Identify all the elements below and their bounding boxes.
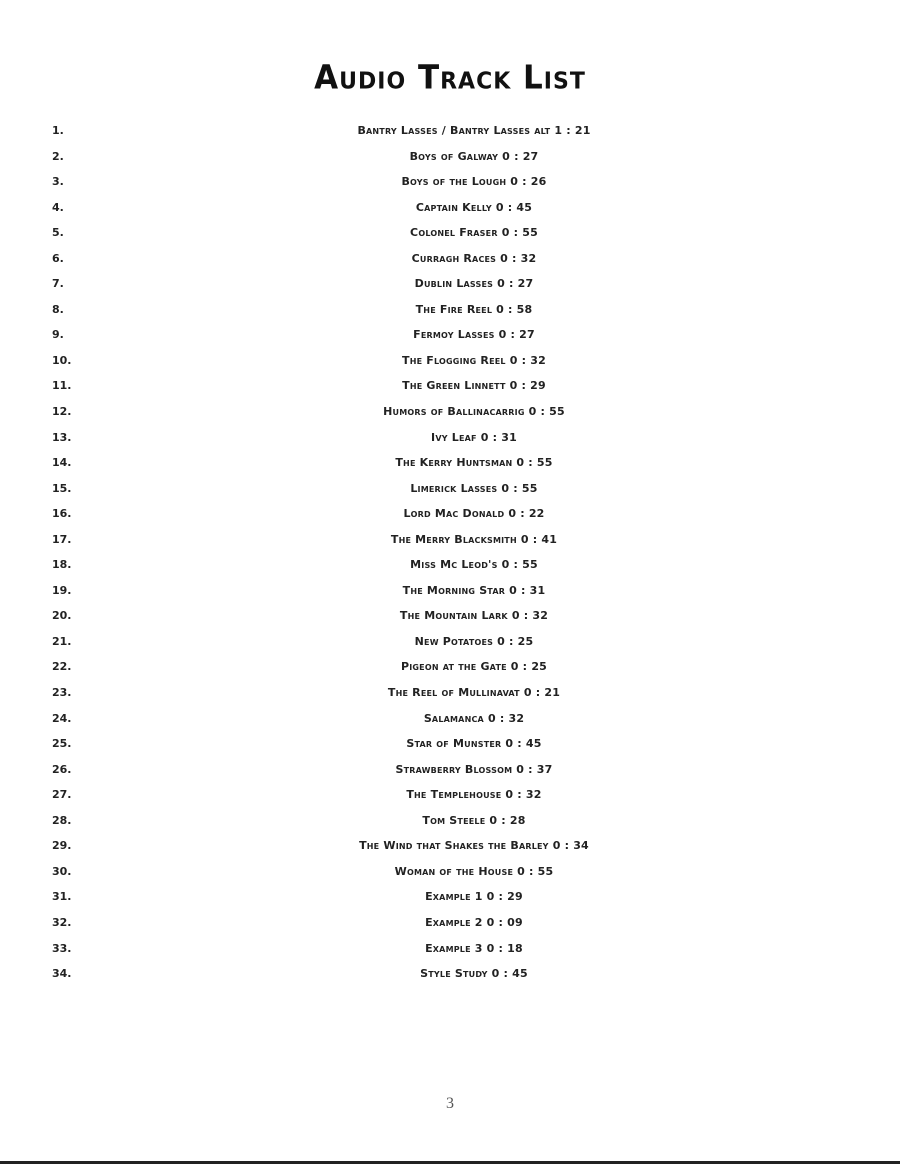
track-row: [0, 271, 900, 297]
track-row: [0, 297, 900, 323]
track-row: [0, 654, 900, 680]
track-number: 2.: [52, 149, 64, 163]
track-title: The Flogging Reel 0 : 32: [402, 353, 546, 367]
track-row: [0, 808, 900, 834]
track-title: The Wind that Shakes the Barley 0 : 34: [359, 839, 589, 853]
track-number: 17.: [52, 532, 72, 546]
track-title: Example 2 0 : 09: [425, 915, 523, 929]
track-title: The Mountain Lark 0 : 32: [399, 609, 549, 623]
track-number: 18.: [52, 558, 72, 572]
track-number: 14.: [52, 456, 72, 470]
track-title: The Kerry Huntsman 0 : 55: [395, 456, 553, 470]
track-row: [0, 680, 900, 706]
track-row: [0, 859, 900, 885]
track-number: 22.: [52, 660, 72, 674]
track-number: 24.: [52, 711, 72, 725]
track-row: [0, 144, 900, 170]
track-number: 28.: [52, 813, 72, 827]
track-row: [0, 552, 900, 578]
track-title: Bantry Lasses / Bantry Lasses alt 1 : 21: [357, 124, 591, 137]
track-row: [0, 757, 900, 783]
track-row: [0, 782, 900, 808]
track-row: [0, 527, 900, 553]
track-number: 23.: [52, 686, 72, 700]
track-title: The Green Linnett 0 : 29: [402, 379, 546, 393]
track-list: [0, 118, 900, 987]
track-title: The Templehouse 0 : 32: [406, 788, 542, 802]
track-number: 4.: [52, 200, 64, 214]
track-number: 3.: [52, 175, 64, 189]
track-title: Dublin Lasses 0 : 27: [414, 277, 534, 291]
track-title: Fermoy Lasses 0 : 27: [413, 328, 535, 342]
track-number: 7.: [52, 277, 64, 291]
track-row: [0, 476, 900, 502]
track-number: 20.: [52, 609, 72, 623]
track-title: Captain Kelly 0 : 45: [415, 200, 533, 214]
track-row: [0, 373, 900, 399]
track-title: New Potatoes 0 : 25: [414, 634, 534, 648]
track-title: Star of Munster 0 : 45: [406, 737, 542, 751]
track-row: [0, 425, 900, 451]
track-number: 26.: [52, 762, 72, 776]
track-title: Example 3 0 : 18: [425, 941, 523, 955]
track-number: 15.: [52, 481, 72, 495]
track-number: 12.: [52, 405, 72, 419]
track-number: 5.: [52, 226, 64, 240]
track-number: 10.: [52, 353, 72, 367]
track-row: [0, 322, 900, 348]
track-title: Pigeon at the Gate 0 : 25: [400, 660, 548, 674]
track-row: [0, 629, 900, 655]
track-title: The Reel of Mullinavat 0 : 21: [387, 686, 561, 700]
track-number: 31.: [52, 890, 72, 904]
track-title: The Merry Blacksmith 0 : 41: [390, 532, 558, 546]
track-title: Lord Mac Donald 0 : 22: [403, 507, 545, 521]
track-title: Curragh Races 0 : 32: [411, 251, 537, 265]
track-row: [0, 450, 900, 476]
track-title: Salamanca 0 : 32: [423, 711, 525, 725]
track-number: 13.: [52, 430, 72, 444]
track-title: Colonel Fraser 0 : 55: [410, 226, 538, 240]
track-row: [0, 399, 900, 425]
track-title: Style Study 0 : 45: [420, 967, 528, 981]
track-row: [0, 246, 900, 272]
track-title: Boys of Galway 0 : 27: [409, 149, 539, 163]
track-title: Tom Steele 0 : 28: [422, 813, 526, 827]
track-row: [0, 961, 900, 987]
track-number: 8.: [52, 302, 64, 316]
track-number: 30.: [52, 864, 72, 878]
track-row: [0, 195, 900, 221]
track-number: 33.: [52, 941, 72, 955]
track-row: [0, 220, 900, 246]
track-number: 11.: [52, 379, 72, 393]
track-number: 29.: [52, 839, 72, 853]
track-row: [0, 501, 900, 527]
track-number: 6.: [52, 251, 64, 265]
page-number: 3: [446, 1095, 454, 1112]
track-row: [0, 169, 900, 195]
track-number: 21.: [52, 634, 72, 648]
track-number: 34.: [52, 967, 72, 981]
track-row: [0, 118, 900, 144]
track-number: 27.: [52, 788, 72, 802]
track-title: Ivy Leaf 0 : 31: [431, 430, 517, 444]
track-number: 25.: [52, 737, 72, 751]
track-row: [0, 884, 900, 910]
track-title: Limerick Lasses 0 : 55: [410, 481, 538, 495]
track-row: [0, 731, 900, 757]
track-number: 32.: [52, 915, 72, 929]
track-title: Humors of Ballinacarrig 0 : 55: [383, 405, 565, 419]
track-row: [0, 603, 900, 629]
track-title: Example 1 0 : 29: [425, 890, 523, 904]
track-row: [0, 706, 900, 732]
track-title: Strawberry Blossom 0 : 37: [395, 762, 553, 776]
track-title: The Fire Reel 0 : 58: [415, 302, 533, 316]
track-title: The Morning Star 0 : 31: [402, 583, 546, 597]
track-number: 1.: [52, 124, 64, 137]
track-row: [0, 936, 900, 962]
track-row: [0, 910, 900, 936]
track-title: Miss Mc Leod's 0 : 55: [410, 558, 538, 572]
track-row: [0, 578, 900, 604]
track-title: Woman of the House 0 : 55: [394, 864, 554, 878]
page-title: Audio Track List: [314, 59, 586, 97]
track-number: 9.: [52, 328, 64, 342]
track-number: 19.: [52, 583, 72, 597]
track-number: 16.: [52, 507, 72, 521]
track-row: [0, 833, 900, 859]
track-title: Boys of the Lough 0 : 26: [401, 175, 547, 189]
track-row: [0, 348, 900, 374]
